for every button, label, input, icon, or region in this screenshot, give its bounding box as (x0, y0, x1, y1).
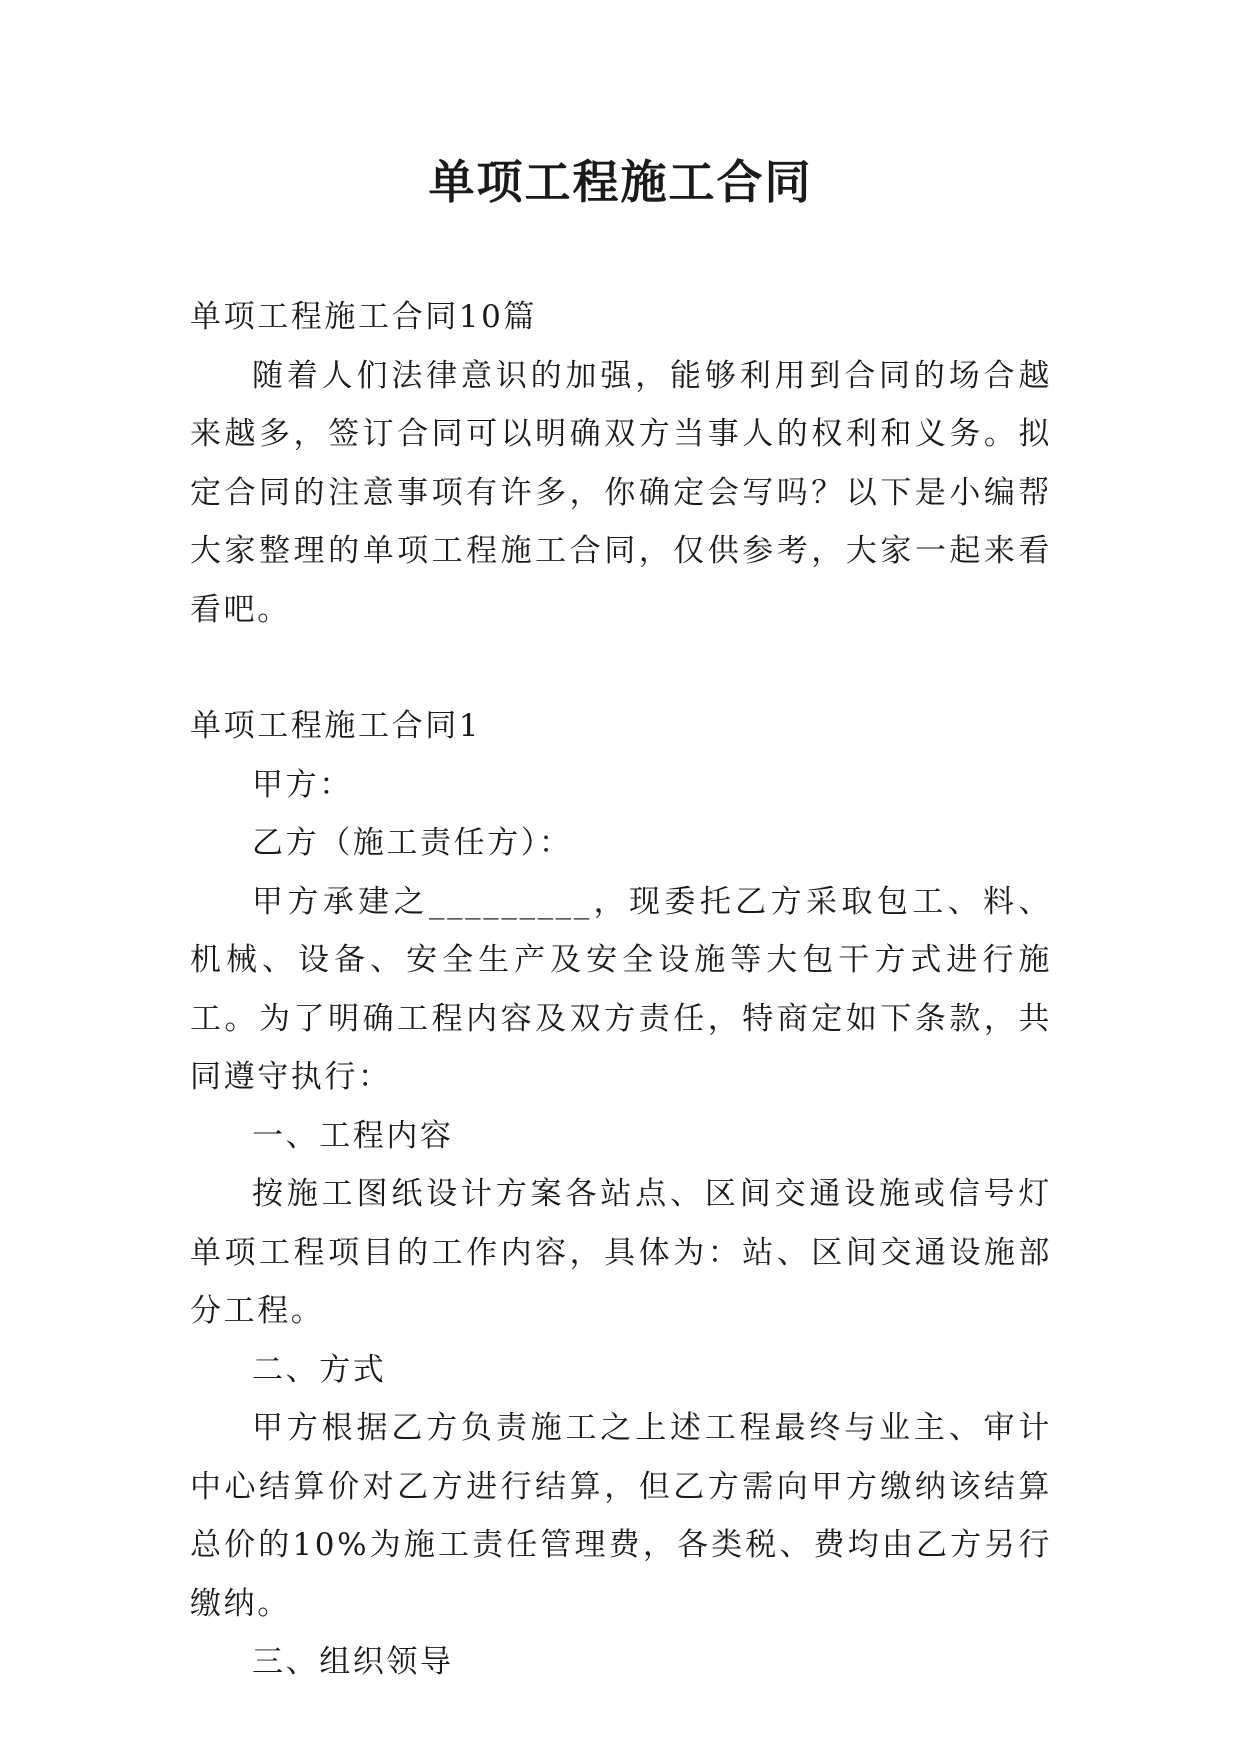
document-title: 单项工程施工合同 (428, 155, 813, 209)
contract-heading: 单项工程施工合同1 (190, 708, 482, 744)
section-2-paragraph: 甲方根据乙方负责施工之上述工程最终与业主、审计中心结算价对乙方进行结算，但乙方需向甲方缴纳该结算总价的10%为施工责任管理费，各类税、费均由乙方另行缴纳。 (190, 1410, 1052, 1622)
section-1-paragraph: 按施工图纸设计方案各站点、区间交通设施或信号灯单项工程项目的工作内容，具体为：站、区间交通设施部分工程。 (190, 1176, 1052, 1329)
section-heading-2: 二、方式 (252, 1351, 387, 1388)
section-heading-3: 三、组织领导 (252, 1644, 454, 1680)
party-a-line: 甲方： (252, 766, 353, 803)
intro-paragraph: 随着人们法律意识的加强，能够利用到合同的场合越来越多，签订合同可以明确双方当事人的权利和义务。拟定合同的注意事项有许多，你确定会写吗？以下是小编帮大家整理的单项工程施工合同，仅供参考，大家一起来看看吧。 (190, 357, 1052, 628)
party-b-line: 乙方（施工责任方）： (252, 825, 573, 861)
document-body (190, 288, 1052, 1692)
commission-paragraph: 甲方承建之_________，现委托乙方采取包工、料、机械、设备、安全生产及安全设施等大包干方式进行施工。为了明确工程内容及双方责任，特商定如下条款，共同遵守执行： (190, 883, 1052, 1095)
section-heading-1: 一、工程内容 (252, 1117, 454, 1154)
subtitle-paragraph: 单项工程施工合同10篇 (190, 299, 538, 335)
